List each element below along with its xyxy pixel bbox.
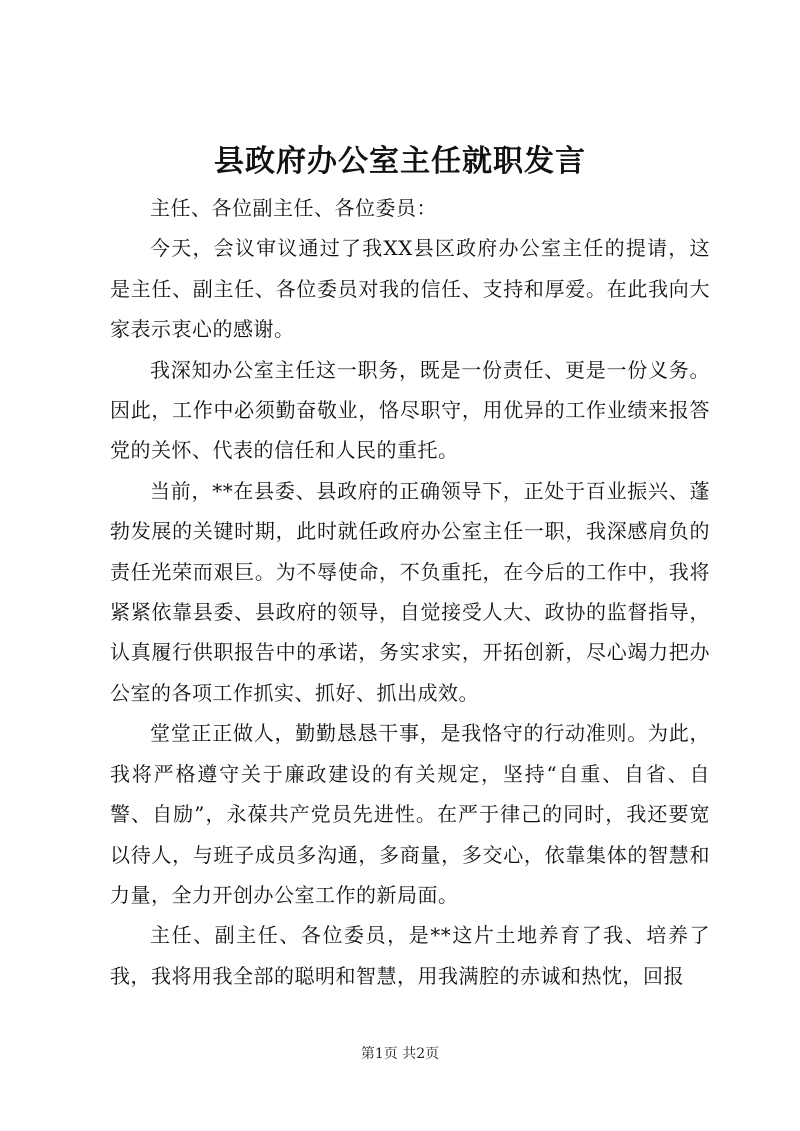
body-paragraph: 我深知办公室主任这一职务，既是一份责任、更是一份义务。因此，工作中必须勤奋敬业，恪尽职守，用优异的工作业绩来报答党的关怀、代表的信任和人民的重托。	[110, 357, 710, 463]
salutation-paragraph: 主任、各位副主任、各位委员：	[150, 196, 437, 220]
body-paragraph: 今天，会议审议通过了我XX县区政府办公室主任的提请，这是主任、副主任、各位委员对我的信任、支持和厚爱。在此我向大家表示衷心的感谢。	[110, 236, 710, 342]
body-paragraph: 堂堂正正做人，勤勤恳恳干事，是我恪守的行动准则。为此，我将严格遵守关于廉政建设的有关规定，坚持“自重、自省、自警、自励”，永葆共产党员先进性。在严于律己的同时，我还要宽以待人，与班子成员多沟通，多商量，多交心，依靠集体的智慧和力量，全力开创办公室工作的新局面。	[110, 721, 710, 907]
page-title: 县政府办公室主任就职发言	[214, 144, 586, 179]
page-footer: 第1页 共2页	[360, 1046, 440, 1062]
body-paragraph: 当前，**在县委、县政府的正确领导下，正处于百业振兴、蓬勃发展的关键时期，此时就任政府办公室主任一职，我深感肩负的责任光荣而艰巨。为不辱使命，不负重托，在今后的工作中，我将紧紧依靠县委、县政府的领导，自觉接受人大、政协的监督指导，认真履行供职报告中的承诺，务实求实，开拓创新，尽心竭力把办公室的各项工作抓实、抓好、抓出成效。	[110, 478, 710, 705]
document-body	[110, 188, 710, 996]
body-paragraph: 主任、副主任、各位委员，是**这片土地养育了我、培养了我，我将用我全部的聪明和智慧，用我满腔的赤诚和热忱，回报	[110, 923, 710, 988]
